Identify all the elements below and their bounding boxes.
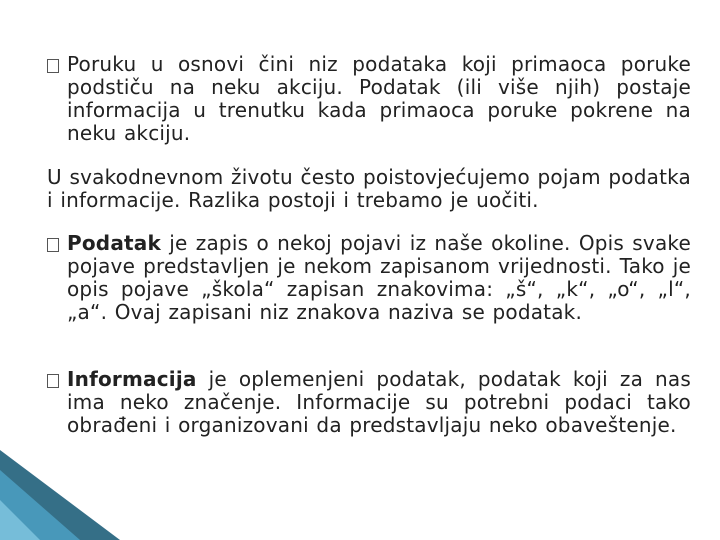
intro-paragraph <box>47 166 691 212</box>
bullet-paragraph-1 <box>67 53 691 145</box>
term-podatak: Podatak <box>67 231 161 255</box>
checkbox-bullet-icon <box>47 59 59 73</box>
bullet-paragraph-informacija <box>67 368 691 437</box>
checkbox-bullet-icon <box>47 374 59 388</box>
paragraph-text: je oplemenjeni podatak, podatak koji za nas ima neko značenje. Informacije su potrebni podaci tako obrađeni i organizovani da predstavljaju neko obaveštenje. <box>67 367 691 437</box>
paragraph-text: U svakodnevnom životu često poistovjećujemo pojam podatka i informacije. Razlika postoji i trebamo je uočiti. <box>47 165 691 212</box>
term-informacija: Informacija <box>67 367 197 391</box>
checkbox-bullet-icon <box>47 238 59 252</box>
bullet-paragraph-podatak <box>67 232 691 324</box>
paragraph-text: je zapis o nekoj pojavi iz naše okoline. Opis svake pojave predstavljen je nekom zapisanom vrijednosti. Tako je opis pojave „škola“ zapisan znakovima: „š“, „k“, „o“, „l“, „a“. Ovaj zapisani niz znakova naziva se podatak. <box>67 231 691 324</box>
paragraph-text: Poruku u osnovi čini niz podataka koji primaoca poruke podstiču na neku akciju. Podatak (ili više njih) postaje informacija u trenutku kada primaoca poruke pokrene na neku akciju. <box>67 52 691 145</box>
corner-decoration <box>0 450 120 540</box>
